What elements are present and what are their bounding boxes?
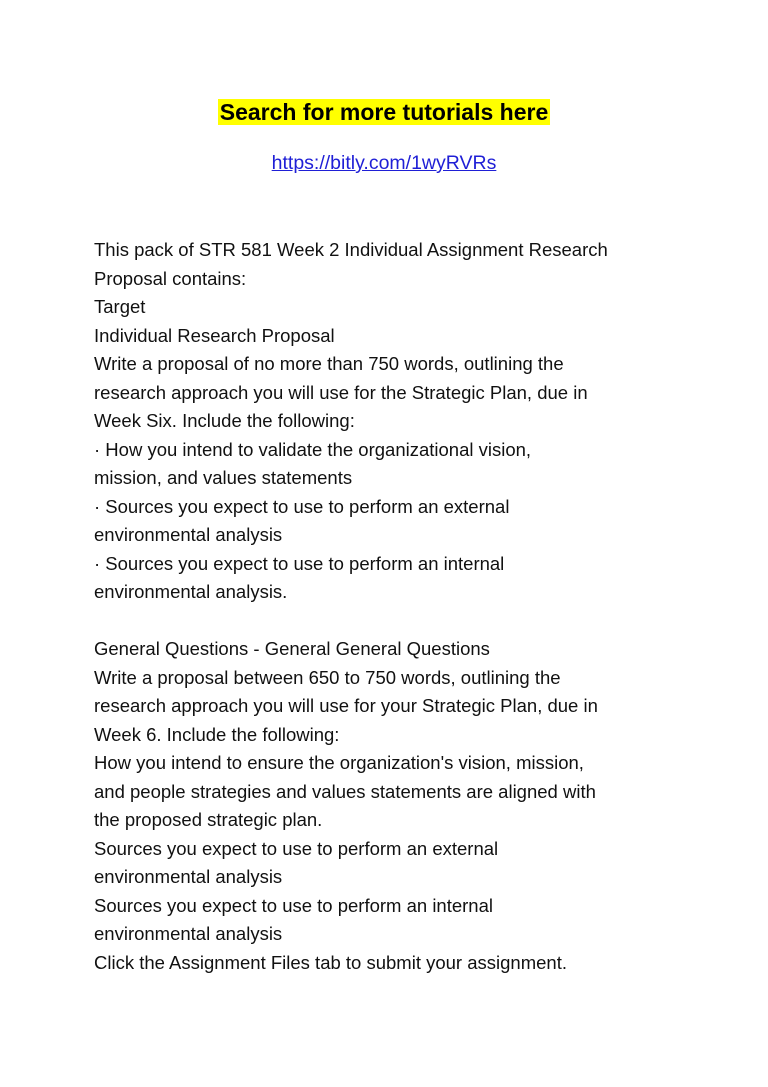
text-line: and people strategies and values statements are aligned with <box>94 780 596 802</box>
text-line: mission, and values statements <box>94 467 353 488</box>
text-line: Target <box>94 296 146 317</box>
tutorials-heading <box>0 96 768 128</box>
text-line: Click the Assignment Files tab to submit your assignment. <box>94 951 567 973</box>
text-line: Write a proposal between 650 to 750 words, outlining the <box>94 666 561 688</box>
text-line: Proposal contains: <box>94 267 247 289</box>
text-line: environmental analysis. <box>94 581 288 602</box>
tutorials-heading-text: Search for more tutorials here <box>219 99 549 125</box>
text-line: How you intend to ensure the organization's vision, mission, <box>94 752 584 773</box>
text-line: environmental analysis <box>94 524 283 545</box>
text-line: · Sources you expect to use to perform an external <box>94 495 510 517</box>
text-line: environmental analysis <box>94 923 283 944</box>
text-line: · Sources you expect to use to perform an internal <box>94 552 505 574</box>
tutorials-link[interactable]: https://bitly.com/1wyRVRs <box>271 152 497 174</box>
section-general-questions <box>94 635 694 977</box>
document-body <box>94 236 694 977</box>
text-line: Sources you expect to use to perform an external <box>94 837 499 859</box>
text-line: Week Six. Include the following: <box>94 410 355 431</box>
text-line: · How you intend to validate the organizational vision, <box>94 438 532 460</box>
text-line: environmental analysis <box>94 866 283 887</box>
tutorials-link-row <box>0 150 768 176</box>
text-line: research approach you will use for your Strategic Plan, due in <box>94 695 598 716</box>
text-line: General Questions - General General Questions <box>94 638 490 659</box>
text-line: the proposed strategic plan. <box>94 809 323 830</box>
section-pack-contents <box>94 236 694 607</box>
text-line: research approach you will use for the Strategic Plan, due in <box>94 381 588 403</box>
text-line: Write a proposal of no more than 750 words, outlining the <box>94 353 564 374</box>
paragraph-gap <box>94 607 694 636</box>
text-line: Individual Research Proposal <box>94 324 335 346</box>
text-line: Week 6. Include the following: <box>94 723 340 745</box>
text-line: Sources you expect to use to perform an internal <box>94 894 493 916</box>
text-line: This pack of STR 581 Week 2 Individual Assignment Research <box>94 239 608 260</box>
